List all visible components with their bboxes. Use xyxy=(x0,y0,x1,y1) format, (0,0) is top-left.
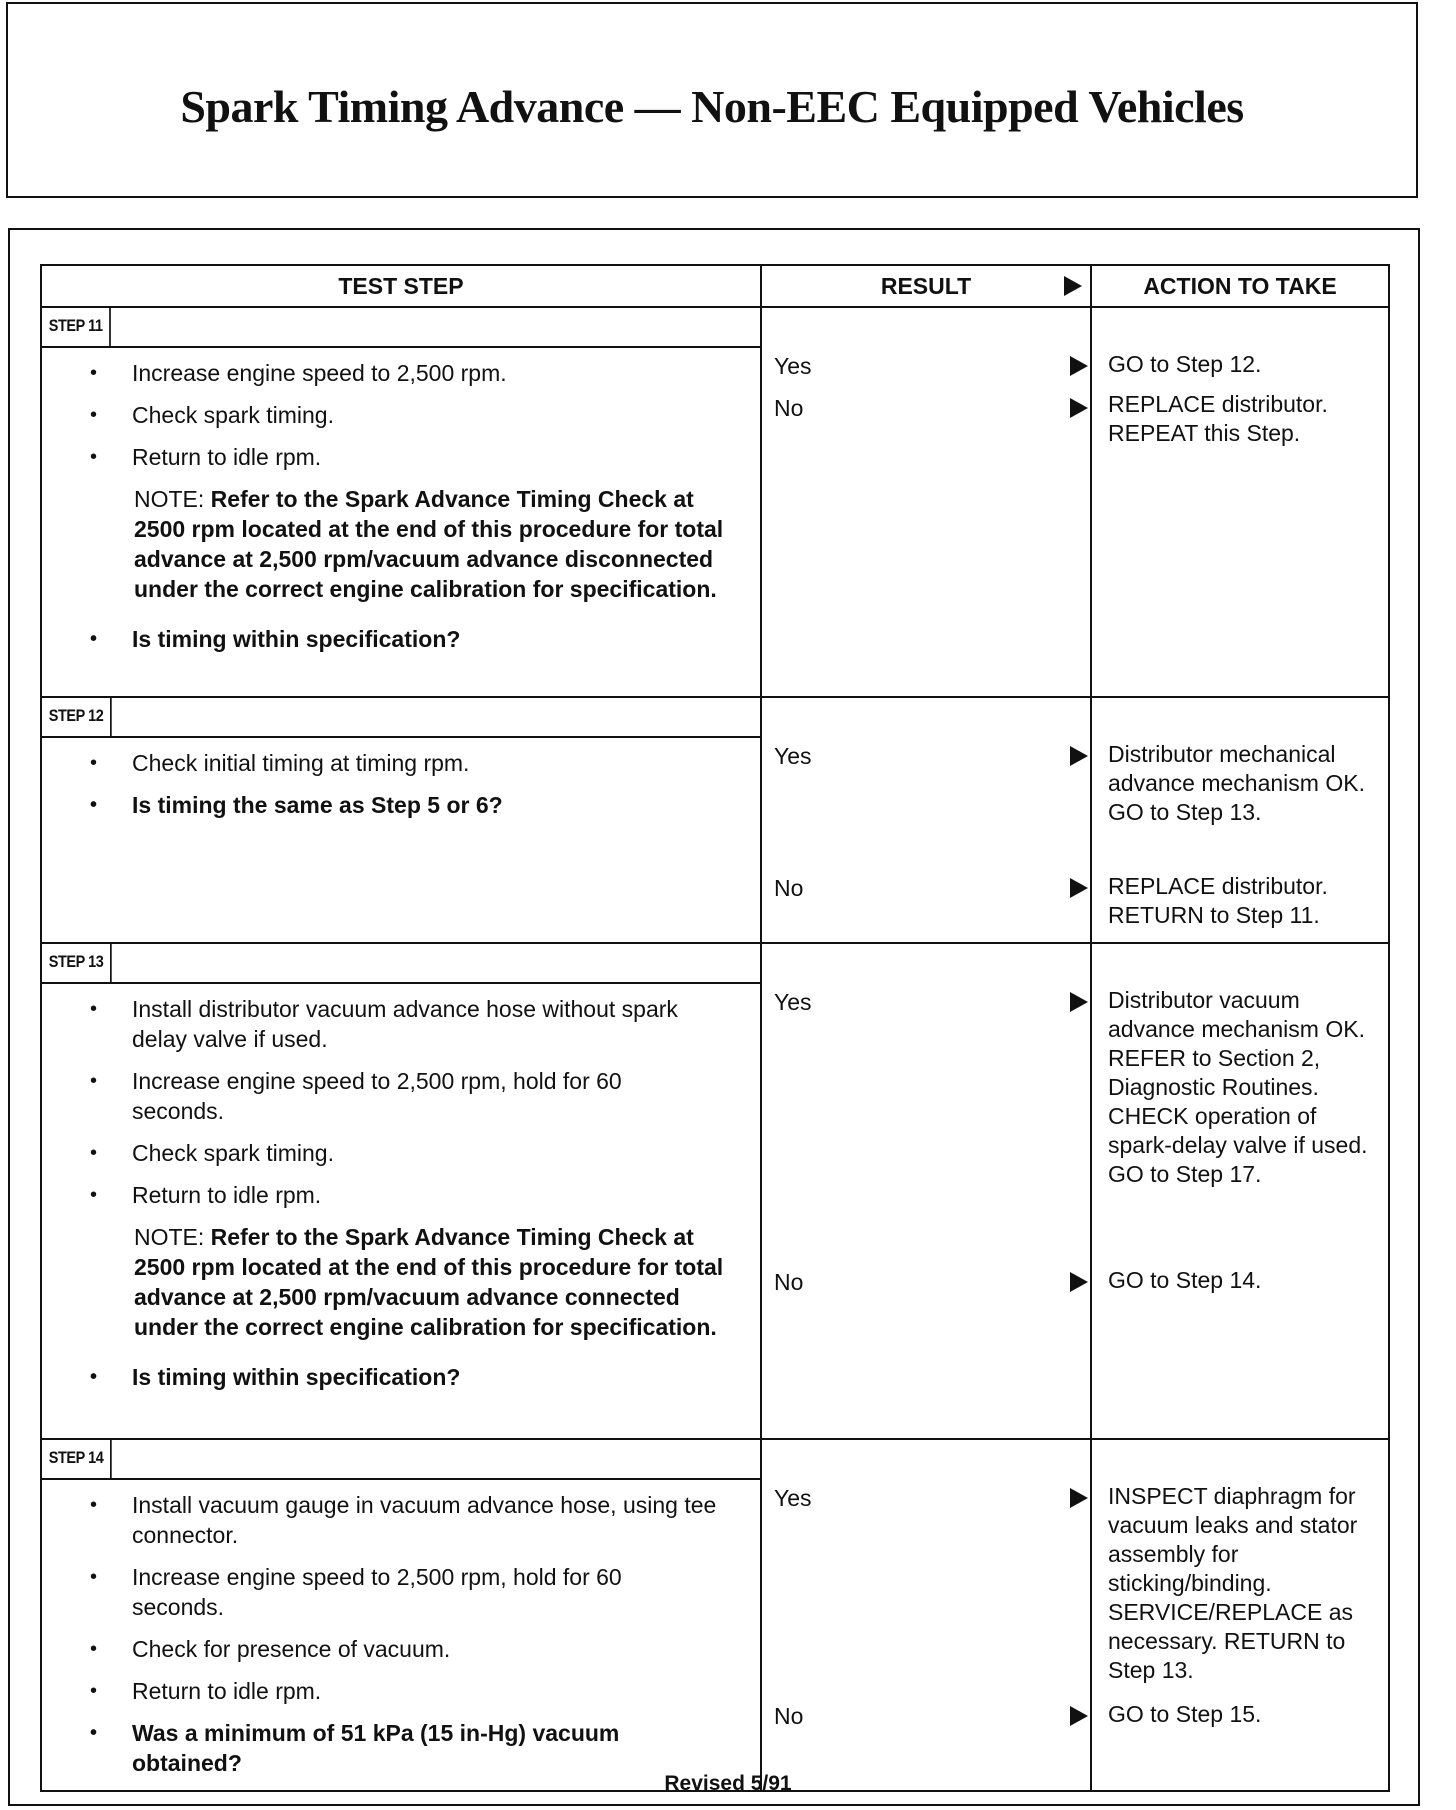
bullet-item: • Return to idle rpm. xyxy=(132,1180,720,1210)
step-12-actions xyxy=(1091,697,1389,943)
question-item: • Is timing within specification? xyxy=(132,1362,720,1392)
step-label: STEP 13 xyxy=(42,944,112,982)
step-question xyxy=(42,1362,760,1392)
page-title: Spark Timing Advance — Non-EEC Equipped Vehicles xyxy=(180,81,1244,132)
right-arrow-icon xyxy=(1070,1488,1088,1508)
step-11-actions xyxy=(1091,307,1389,697)
result-label: No xyxy=(774,395,804,421)
right-arrow-icon xyxy=(1070,1272,1088,1292)
header-test-step: TEST STEP xyxy=(41,265,761,307)
result-yes xyxy=(762,352,1090,381)
step-14-results xyxy=(761,1439,1091,1791)
action-text: REPLACE distributor. REPEAT this Step. xyxy=(1108,391,1328,446)
revision-note: Revised 5/91 xyxy=(664,1772,792,1795)
question-item: • Is timing the same as Step 5 or 6? xyxy=(132,790,720,820)
step-label: STEP 11 xyxy=(42,308,111,346)
step-13-results xyxy=(761,943,1091,1439)
bullet-item: • Install distributor vacuum advance hose without spark delay valve if used. xyxy=(132,994,720,1054)
result-yes xyxy=(762,988,1090,1017)
result-no xyxy=(762,874,1090,903)
step-bullets xyxy=(42,358,760,472)
right-arrow-icon xyxy=(1064,276,1082,296)
bullet-item: • Install vacuum gauge in vacuum advance hose, using tee connector. xyxy=(132,1490,720,1550)
right-arrow-icon xyxy=(1070,746,1088,766)
question-item: • Was a minimum of 51 kPa (15 in-Hg) vacuum obtained? xyxy=(132,1718,720,1778)
step-row xyxy=(41,307,1389,697)
note-lead: NOTE: xyxy=(134,486,205,512)
action-text: INSPECT diaphragm for vacuum leaks and stator assembly for sticking/binding. SERVICE/REPLACE as necessary. RETURN to Step 13. xyxy=(1108,1483,1358,1683)
action-text: REPLACE distributor. RETURN to Step 11. xyxy=(1108,873,1328,928)
step-header xyxy=(42,698,760,738)
step-11-test xyxy=(41,307,761,697)
right-arrow-icon xyxy=(1070,356,1088,376)
result-yes xyxy=(762,1484,1090,1513)
step-note xyxy=(134,1222,730,1342)
right-arrow-icon xyxy=(1070,992,1088,1012)
step-bullets xyxy=(42,748,760,820)
right-arrow-icon xyxy=(1070,878,1088,898)
step-row xyxy=(41,697,1389,943)
result-no xyxy=(762,1702,1090,1731)
step-question xyxy=(42,624,760,654)
step-label: STEP 14 xyxy=(42,1440,112,1478)
bullet-item: • Increase engine speed to 2,500 rpm. xyxy=(132,358,720,388)
result-label: No xyxy=(774,875,804,901)
result-label: No xyxy=(774,1703,804,1729)
step-bullets xyxy=(42,1490,760,1778)
result-label: No xyxy=(774,1269,804,1295)
header-action: ACTION TO TAKE xyxy=(1091,265,1389,307)
question-item: • Is timing within specification? xyxy=(132,624,720,654)
bullet-item: • Check spark timing. xyxy=(132,1138,720,1168)
step-bullets xyxy=(42,994,760,1210)
step-note xyxy=(134,484,730,604)
title-box xyxy=(6,2,1418,198)
step-header xyxy=(42,1440,760,1480)
bullet-item: • Check spark timing. xyxy=(132,400,720,430)
bullet-item: • Increase engine speed to 2,500 rpm, hold for 60 seconds. xyxy=(132,1562,720,1622)
result-label: Yes xyxy=(774,989,812,1015)
bullet-item: • Return to idle rpm. xyxy=(132,1676,720,1706)
action-text: Distributor mechanical advance mechanism OK. GO to Step 13. xyxy=(1108,741,1365,825)
step-14-test xyxy=(41,1439,761,1791)
result-label: Yes xyxy=(774,353,812,379)
action-text: Distributor vacuum advance mechanism OK. REFER to Section 2, Diagnostic Routines. CHECK operation of spark-delay valve if used. GO to Step 17. xyxy=(1108,987,1368,1187)
result-label: Yes xyxy=(774,743,812,769)
bullet-item: • Check initial timing at timing rpm. xyxy=(132,748,720,778)
note-lead: NOTE: xyxy=(134,1224,205,1250)
note-text: Refer to the Spark Advance Timing Check at 2500 rpm located at the end of this procedure for total advance at 2,500 rpm/vacuum advance connected under the correct engine calibration for specification. xyxy=(134,1224,724,1340)
step-header xyxy=(42,944,760,984)
step-row xyxy=(41,1439,1389,1791)
step-label: STEP 12 xyxy=(42,698,112,736)
result-no xyxy=(762,1268,1090,1297)
step-12-results xyxy=(761,697,1091,943)
result-no xyxy=(762,394,1090,423)
result-yes xyxy=(762,742,1090,771)
step-12-test xyxy=(41,697,761,943)
bullet-item: • Check for presence of vacuum. xyxy=(132,1634,720,1664)
step-header xyxy=(42,308,760,348)
step-11-results xyxy=(761,307,1091,697)
header-result xyxy=(761,265,1091,307)
step-14-actions xyxy=(1091,1439,1389,1791)
note-text: Refer to the Spark Advance Timing Check at 2500 rpm located at the end of this procedure for total advance at 2,500 rpm/vacuum advance disconnected under the correct engine calibration for specification. xyxy=(134,486,724,602)
step-row xyxy=(41,943,1389,1439)
bullet-item: • Increase engine speed to 2,500 rpm, hold for 60 seconds. xyxy=(132,1066,720,1126)
header-result-label: RESULT xyxy=(880,272,972,299)
diagnostic-table xyxy=(40,264,1390,1792)
step-13-test xyxy=(41,943,761,1439)
result-label: Yes xyxy=(774,1485,812,1511)
right-arrow-icon xyxy=(1070,1706,1088,1726)
action-text: GO to Step 15. xyxy=(1108,1701,1262,1727)
action-text: GO to Step 12. xyxy=(1108,351,1262,377)
bullet-item: • Return to idle rpm. xyxy=(132,442,720,472)
action-text: GO to Step 14. xyxy=(1108,1267,1262,1293)
step-13-actions xyxy=(1091,943,1389,1439)
right-arrow-icon xyxy=(1070,398,1088,418)
